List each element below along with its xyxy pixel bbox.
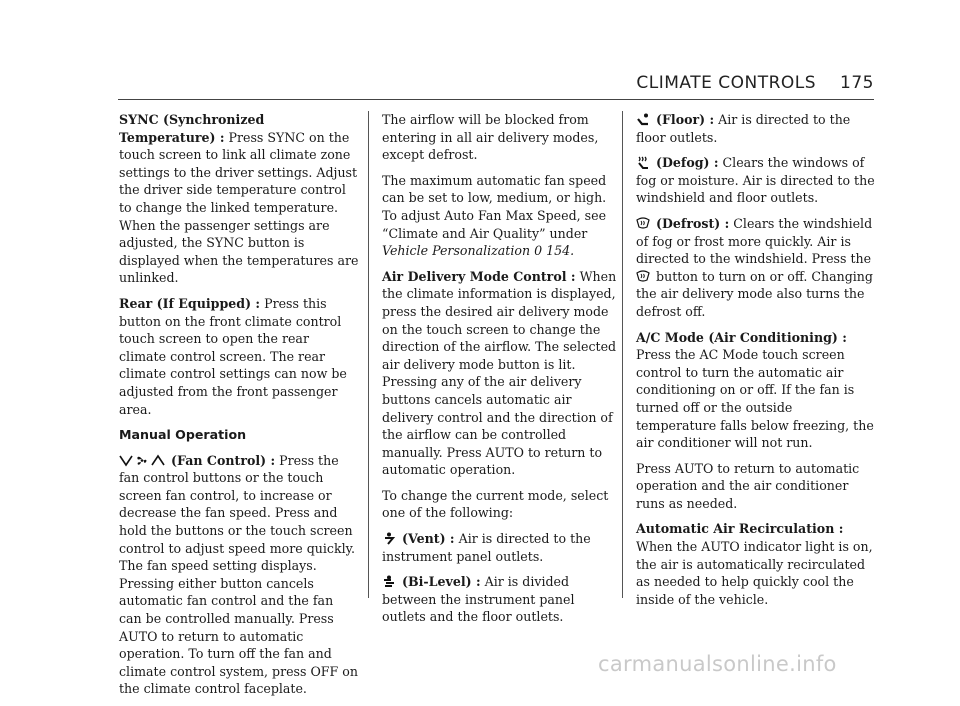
floor-icon [636,113,650,126]
fan-paragraph [119,452,359,698]
fan-max-text: The maximum automatic fan speed can be set to low, medium, or high. To adjust Auto Fan Max Speed, see “Climate and Air Quality” under [382,172,607,241]
recirc-paragraph [636,520,876,608]
bilevel-body: Air is divided between the instrument panel outlets and the floor outlets. [382,574,575,625]
floor-paragraph [636,111,876,146]
defog-body: Clears the windows of fog or moisture. Air is directed to the windshield and floor outlets. [636,155,875,206]
airflow-paragraph: The airflow will be blocked from entering in all air delivery modes, except defrost. [382,112,599,163]
defrost-paragraph [636,215,876,321]
ac-term: A/C Mode (Air Conditioning) : [636,329,847,345]
ac-paragraph [636,329,876,452]
ac-body: Press the AC Mode touch screen control to turn the automatic air conditioning on or off. If the fan is turned off or the outside temperature falls below freezing, the air conditioner will not run. [636,347,874,451]
delivery-term: Air Delivery Mode Control : [382,268,576,284]
floor-body: Air is directed to the floor outlets. [636,112,851,145]
vent-icon [382,532,396,545]
defrost-body-1: Clears the windshield of fog or frost more quickly. Air is directed to the windshield. Press the [636,215,873,267]
bilevel-term: (Bi-Level) : [402,574,481,590]
column-divider [368,111,369,598]
delivery-paragraph [382,268,622,479]
fan-term: (Fan Control) : [171,452,276,468]
defog-icon [636,156,650,169]
cross-reference-page: 0 154. [534,243,575,259]
page-header [636,70,874,96]
recirc-body: When the AUTO indicator light is on, the air is automatically recirculated as needed to help quickly cool the inside of the vehicle. [636,539,873,607]
header-rule [118,99,874,100]
floor-term: (Floor) : [656,112,715,127]
bilevel-paragraph [382,573,622,626]
page-number: 175 [840,73,874,93]
chevron-up-icon [151,454,165,467]
column-left [119,111,359,706]
recirc-term: Automatic Air Recirculation : [636,521,844,537]
sync-term: SYNC (Synchronized Temperature) : [119,112,265,145]
delivery-body: When the climate information is displayed, press the desired air delivery mode on the touch screen to change the direction of the airflow. The selected air delivery mode button is lit. Pressing any of the air delivery buttons cancels automatic air delivery control and the direction of the airflow can be controlled manually. Press AUTO to return to automatic operation. [382,268,617,478]
rear-body: Press this button on the front climate control touch screen to open the rear climate control screen. The rear climate control settings can now be adjusted from the front passenger area. [119,295,347,417]
defrost-term: (Defrost) : [656,215,730,231]
defrost-body-2: button to turn on or off. Changing the air delivery mode also turns the defrost off. [636,268,873,319]
defrost-icon [636,217,650,230]
watermark: carmanualsonline.info [598,652,837,676]
defrost-icon [636,270,650,283]
auto-paragraph: Press AUTO to return to automatic operation and the air conditioner runs as needed. [636,460,860,511]
mode-intro-paragraph: To change the current mode, select one of the following: [382,487,609,521]
column-middle [382,111,622,634]
column-divider [622,111,623,598]
vent-paragraph [382,530,622,565]
sync-body: Press SYNC on the touch screen to link all climate zone settings to the driver settings. Adjust the driver side temperature control to change the linked temperature. When the passenger settings are adjusted, the SYNC button is displayed when the temperatures are unlinked. [119,129,359,286]
chevron-down-icon [119,454,133,467]
fan-body: Press the fan control buttons or the touch screen fan control, to increase or decrease the fan speed. Press and hold the buttons or the touch screen control to adjust speed more quickly. The fan speed setting displays. Pressing either button cancels automatic fan control and the fan can be controlled manually. Press AUTO to return to automatic operation. To turn off the fan and climate control system, press OFF on the climate control faceplate. [119,452,358,697]
defog-term: (Defog) : [656,155,719,171]
cross-reference-link[interactable]: Vehicle Personalization [382,243,531,259]
defog-paragraph [636,154,876,207]
vent-body: Air is directed to the instrument panel outlets. [382,531,591,564]
vent-term: (Vent) : [402,531,455,547]
section-title: CLIMATE CONTROLS [636,73,817,93]
column-right [636,111,876,616]
fan-icon [135,454,149,467]
rear-term: Rear (If Equipped) : [119,295,261,311]
bi-level-icon [382,575,396,588]
manual-operation-heading: Manual Operation [119,427,247,443]
sync-paragraph [119,111,359,287]
rear-paragraph [119,295,359,418]
fan-max-paragraph [382,172,622,260]
